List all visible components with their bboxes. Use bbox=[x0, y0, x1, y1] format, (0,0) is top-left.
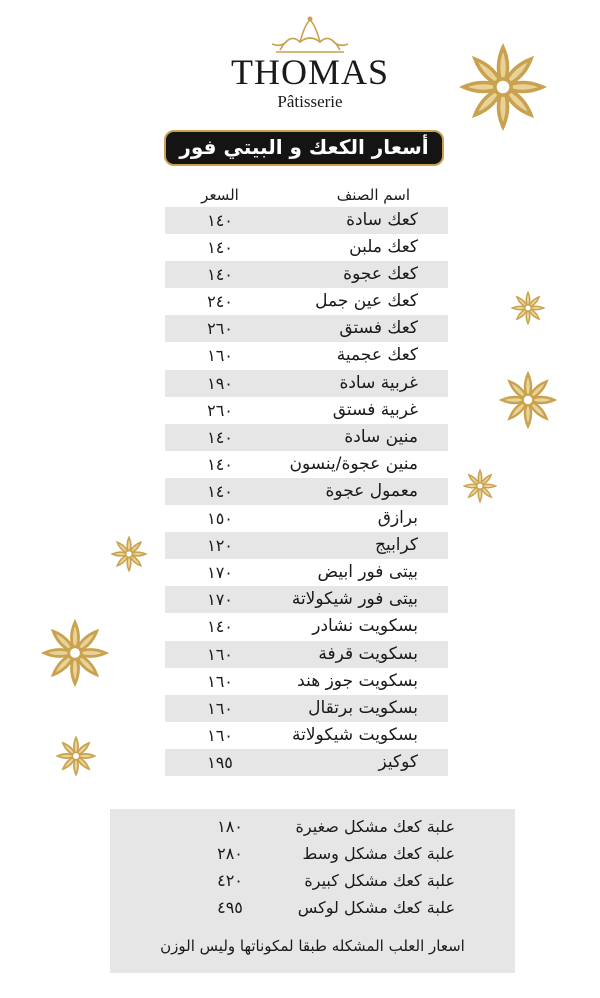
item-name: كرابيج bbox=[374, 535, 418, 556]
box-row bbox=[110, 896, 515, 920]
item-name: منين عجوة/ينسون bbox=[289, 453, 418, 474]
page-title: أسعار الكعك و البيتي فور bbox=[164, 130, 444, 166]
table-row bbox=[165, 613, 448, 640]
item-price: ١٦٠ bbox=[207, 698, 233, 718]
item-name: بيتى فور ابيض bbox=[317, 562, 418, 583]
crown-ornament-icon bbox=[270, 14, 350, 56]
item-price: ١٥٠ bbox=[207, 509, 233, 529]
table-row bbox=[165, 234, 448, 261]
flower-ornament-icon bbox=[462, 468, 498, 504]
item-name: معمول عجوة bbox=[325, 480, 418, 501]
boxes-section bbox=[110, 809, 515, 973]
table-row bbox=[165, 397, 448, 424]
box-price: ١٨٠ bbox=[217, 817, 243, 836]
brand-subtitle: Pâtisserie bbox=[277, 92, 343, 111]
box-price: ٤٢٠ bbox=[217, 871, 243, 890]
item-price: ١٤٠ bbox=[207, 481, 233, 501]
item-name: غربية سادة bbox=[339, 372, 418, 393]
table-row bbox=[165, 370, 448, 397]
table-row bbox=[165, 315, 448, 342]
item-price: ١٤٠ bbox=[207, 617, 233, 637]
table-row bbox=[165, 478, 448, 505]
table-row bbox=[165, 424, 448, 451]
item-price: ١٤٠ bbox=[207, 265, 233, 285]
table-row bbox=[165, 586, 448, 613]
item-price: ١٦٠ bbox=[207, 644, 233, 664]
item-name: كعك عجوة bbox=[343, 264, 418, 285]
item-price: ١٤٠ bbox=[207, 211, 233, 230]
item-price: ١٢٠ bbox=[207, 536, 233, 556]
item-name: بسكويت نشادر bbox=[312, 616, 418, 637]
brand-name: THOMAS bbox=[230, 52, 389, 92]
table-row bbox=[165, 505, 448, 532]
table-row bbox=[165, 207, 448, 234]
table-row bbox=[165, 451, 448, 478]
item-price: ١٧٠ bbox=[207, 590, 233, 610]
item-name: بسكويت جوز هند bbox=[297, 670, 418, 691]
item-price: ١٦٠ bbox=[207, 671, 233, 691]
table-row bbox=[165, 559, 448, 586]
table-row bbox=[165, 749, 448, 776]
table-row bbox=[165, 532, 448, 559]
item-name: بسكويت شيكولاتة bbox=[292, 724, 418, 745]
flower-ornament-icon bbox=[55, 735, 97, 777]
flower-ornament-icon bbox=[110, 535, 148, 573]
flower-ornament-icon bbox=[458, 42, 548, 132]
item-name: منين سادة bbox=[344, 426, 418, 447]
box-price: ٢٨٠ bbox=[217, 844, 243, 863]
box-name: علبة كعك مشكل لوكس bbox=[297, 898, 455, 917]
item-name: بسكويت برتقال bbox=[308, 697, 418, 718]
item-name: كعك سادة bbox=[346, 210, 418, 230]
item-price: ٢٦٠ bbox=[207, 400, 233, 420]
box-row bbox=[110, 815, 515, 839]
item-price: ١٩٠ bbox=[207, 373, 233, 393]
table-row bbox=[165, 342, 448, 369]
item-name: كعك فستق bbox=[339, 318, 418, 339]
item-price: ١٤٠ bbox=[207, 427, 233, 447]
table-row bbox=[165, 261, 448, 288]
box-name: علبة كعك مشكل صغيرة bbox=[295, 817, 455, 836]
item-name: كعك عجمية bbox=[336, 345, 418, 366]
item-name: كعك ملبن bbox=[349, 237, 418, 258]
price-table bbox=[165, 207, 448, 776]
table-row bbox=[165, 641, 448, 668]
table-row bbox=[165, 668, 448, 695]
item-price: ١٦٠ bbox=[207, 346, 233, 366]
header-item: اسم الصنف bbox=[336, 186, 410, 204]
item-price: ٢٤٠ bbox=[207, 292, 233, 312]
flower-ornament-icon bbox=[40, 618, 110, 688]
box-price: ٤٩٥ bbox=[217, 898, 243, 917]
item-name: غربية فستق bbox=[332, 399, 418, 420]
box-name: علبة كعك مشكل كبيرة bbox=[304, 871, 455, 890]
box-row bbox=[110, 869, 515, 893]
item-name: كوكيز bbox=[378, 751, 418, 772]
item-price: ١٦٠ bbox=[207, 725, 233, 745]
item-price: ١٧٠ bbox=[207, 563, 233, 583]
table-row bbox=[165, 695, 448, 722]
item-price: ١٤٠ bbox=[207, 454, 233, 474]
header-price: السعر bbox=[201, 186, 239, 204]
item-name: بيتى فور شيكولاتة bbox=[291, 589, 418, 610]
table-row bbox=[165, 288, 448, 315]
box-row bbox=[110, 842, 515, 866]
item-name: برازق bbox=[377, 508, 418, 529]
boxes-note: اسعار العلب المشكله طبقا لمكوناتها وليس الوزن bbox=[160, 937, 465, 955]
item-price: ١٩٥ bbox=[207, 752, 233, 772]
box-name: علبة كعك مشكل وسط bbox=[302, 844, 455, 863]
flower-ornament-icon bbox=[510, 290, 546, 326]
item-name: كعك عين جمل bbox=[315, 291, 418, 312]
item-price: ٢٦٠ bbox=[207, 319, 233, 339]
item-price: ١٤٠ bbox=[207, 238, 233, 258]
item-name: بسكويت قرفة bbox=[318, 643, 418, 664]
flower-ornament-icon bbox=[498, 370, 558, 430]
table-row bbox=[165, 722, 448, 749]
